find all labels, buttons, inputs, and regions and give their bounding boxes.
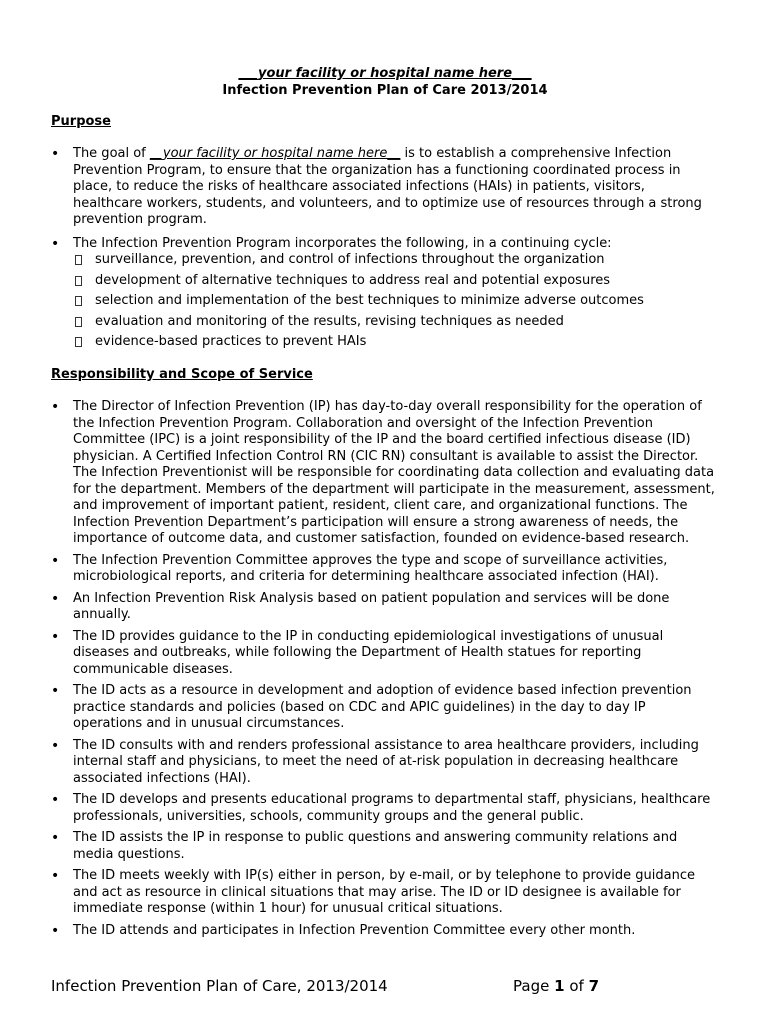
cycle-subitem: evidence-based practices to prevent HAIs: [73, 334, 715, 351]
checkbox-glyph-icon: [75, 296, 82, 306]
checkbox-glyph-icon: [75, 255, 82, 265]
goal-prefix: The goal of: [73, 146, 150, 161]
cycle-subitem: surveillance, prevention, and control of infections throughout the organization: [73, 252, 715, 269]
facility-name-inline: __your facility or hospital name here__: [149, 146, 401, 161]
checkbox-glyph-icon: [75, 317, 82, 327]
cycle-subitem: development of alternative techniques to address real and potential exposures: [73, 273, 715, 290]
document-header: [0, 66, 770, 99]
goal-text: is to establish a comprehensive Infection Prevention Program, to ensure that the organization has a functioning coordinated process in place, to reduce the risks of healthcare associated infections (HAIs) in patients, visitors, healthcare workers, students, and volunteers, and to optimize use of resources through a strong prevention program.: [73, 146, 702, 227]
responsibility-heading: Responsibility and Scope of Service: [51, 367, 313, 382]
page-indicator: [513, 978, 599, 995]
cycle-intro: The Infection Prevention Program incorporates the following, in a continuing cycle:: [73, 235, 612, 251]
facility-name-placeholder: ___your facility or hospital name here___: [238, 66, 532, 81]
purpose-list: [51, 146, 715, 356]
responsibility-item: • The ID meets weekly with IP(s) either in person, by e-mail, or by telephone to provide guidance and act as resource in clinical situations that may arise. The ID or ID designee is available for immediate response (within 1 hour) for unusual critical situations.: [51, 868, 715, 918]
responsibility-item: • The Director of Infection Prevention (IP) has day-to-day overall responsibility for the operation of the Infection Prevention Program. Collaboration and oversight of the Infection Prevention Committee (IPC) is a joint responsibility of the IP and the board certified infectious disease (ID) physician. A Certified Infection Control RN (CIC RN) consultant is available to assist the Director. The Infection Preventionist will be responsible for coordinating data collection and evaluating data for the department. Members of the department will participate in the measurement, assessment, and improvement of important patient, resident, client care, and organizational functions. The Infection Prevention Department’s participation will ensure a strong awareness of needs, the importance of outcome data, and customer satisfaction, founded on evidence-based research.: [51, 399, 715, 548]
footer-title: Infection Prevention Plan of Care, 2013/2014: [51, 977, 388, 995]
page-number: 1: [554, 977, 565, 995]
responsibility-item: • The Infection Prevention Committee approves the type and scope of surveillance activities, microbiological reports, and criteria for determining healthcare associated infection (HAI).: [51, 553, 715, 586]
checkbox-glyph-icon: [75, 276, 82, 286]
checkbox-glyph-icon: [75, 337, 82, 347]
page-total: 7: [588, 977, 600, 995]
document-title: Infection Prevention Plan of Care 2013/2014: [222, 82, 548, 98]
cycle-subitem: selection and implementation of the best techniques to minimize adverse outcomes: [73, 293, 715, 310]
responsibility-item: • The ID acts as a resource in development and adoption of evidence based infection prevention practice standards and policies (based on CDC and APIC guidelines) in the day to day IP operations and in unusual circumstances.: [51, 683, 715, 733]
page-label: Page: [513, 977, 550, 995]
responsibility-item: • The ID consults with and renders professional assistance to area healthcare providers, including internal staff and physicians, to meet the need of at-risk population in decreasing healthcare associated infections (HAI).: [51, 738, 715, 788]
responsibility-item: • The ID assists the IP in response to public questions and answering community relations and media questions.: [51, 830, 715, 863]
of-label: of: [569, 977, 584, 995]
cycle-subitem: evaluation and monitoring of the results, revising techniques as needed: [73, 314, 715, 331]
responsibility-item: • The ID provides guidance to the IP in conducting epidemiological investigations of unusual diseases and outbreaks, while following the Department of Health statues for reporting communicable diseases.: [51, 629, 715, 679]
purpose-cycle-item: [51, 236, 715, 351]
purpose-goal-item: [51, 146, 715, 229]
purpose-heading: Purpose: [51, 114, 111, 129]
responsibility-item: • The ID develops and presents educational programs to departmental staff, physicians, healthcare professionals, universities, schools, community groups and the general public.: [51, 792, 715, 825]
responsibility-item: • An Infection Prevention Risk Analysis based on patient population and services will be done annually.: [51, 591, 715, 624]
responsibility-item: • The ID attends and participates in Infection Prevention Committee every other month.: [51, 923, 715, 940]
cycle-sublist: [73, 252, 715, 351]
responsibility-list: [51, 399, 715, 944]
page-footer: [51, 978, 715, 998]
